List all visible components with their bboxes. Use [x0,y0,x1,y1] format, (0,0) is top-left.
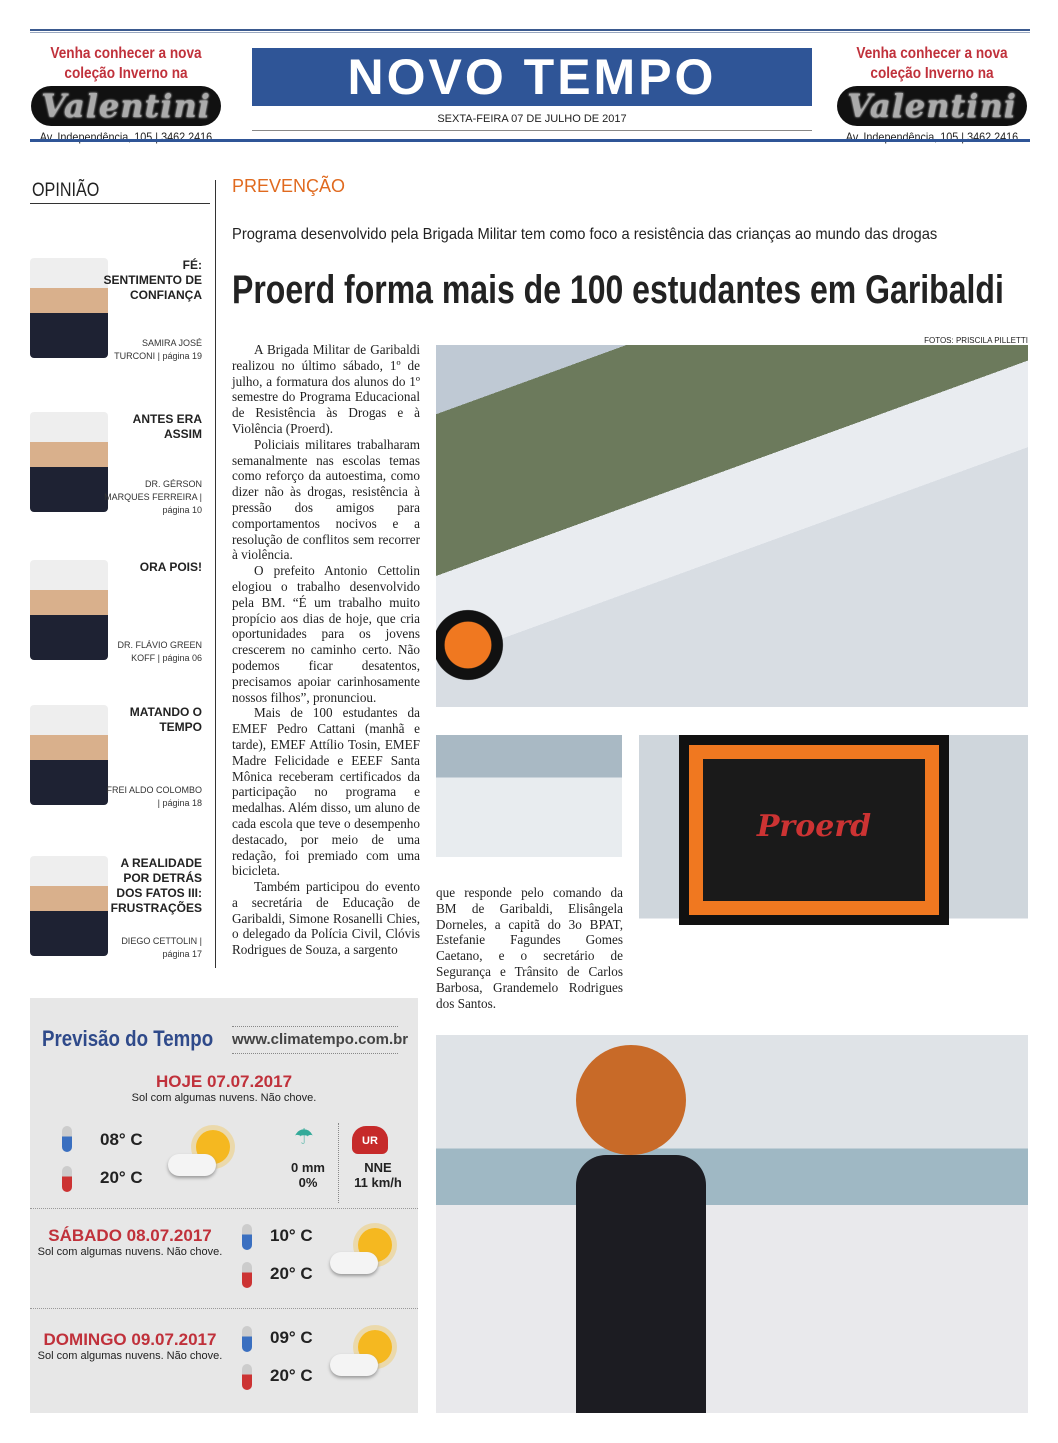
ad-line: coleção Inverno na [870,65,994,82]
opinion-title: ANTES ERA ASSIM [132,412,202,441]
opinion-title: MATANDO O TEMPO [129,705,202,734]
sun-cloud-icon [168,1128,238,1178]
author-photo [30,258,108,358]
photo-stage [639,735,1028,997]
divider [30,1308,418,1309]
opinion-author: DR. FLÁVIO GREEN KOFF | página 06 [117,640,202,663]
day-forecast: DOMINGO 09.07.2017 Sol com algumas nuvens. Não chove. [37,1330,223,1362]
valentini-logo: Valentini [837,86,1027,126]
paragraph: Também participou do evento a secretária de Educação de Garibaldi, Simone Rosanelli Chies, o delegado da Polícia Civil, Clóvis Rodrigues de Souza, a sargento [232,879,420,958]
article-headline: Proerd forma mais de 100 estudantes em Garibaldi [232,268,1004,312]
min-temp: 10° C [270,1226,313,1245]
section-label: PREVENÇÃO [232,176,346,196]
thermometer-cold-icon [242,1326,252,1352]
valentini-logo: Valentini [31,86,221,126]
lion-mascot-body [576,1155,706,1413]
masthead-title: NOVO TEMPO [252,48,812,106]
opinion-author: FREI ALDO COLOMBO | página 18 [106,785,202,808]
sun-cloud-icon [330,1226,400,1276]
paragraph: A Brigada Militar de Garibaldi realizou no último sábado, 1º de julho, a formatura dos alunos do 1º semestre do Programa Educacional de Resistência às Drogas e à Violência (Proerd). [232,342,420,436]
max-temp: 20° C [100,1168,143,1187]
paragraph: O prefeito Antonio Cettolin elogiou o trabalho desenvolvido pela BM. “É um trabalho muito propício aos dias de hoje, que cria oportunidades para os jovens crescerem no caminho certo. Não podemos ficar desatentos, precisamos apoiar carinhosamente nossos filhos”, pronunciou. [232,563,420,705]
day-desc: Sol com algumas nuvens. Não chove. [131,1092,317,1104]
min-temp: 09° C [270,1328,313,1347]
wind: NNE 11 km/h [354,1160,402,1190]
valentini-ad-left[interactable] [28,44,224,144]
thermometer-hot-icon [242,1262,252,1288]
ad-line: Venha conhecer a nova [856,45,1008,62]
article-continuation: que responde pelo comando da BM de Garibaldi, Elisângela Dorneles, a capitã do 3o BPAT, Estefanie Fagundes Gomes Caetano, e o secretário de Segurança e Trânsito de Carlos Barbosa, Grandemelo Rodrigues dos Santos. [436,885,623,1011]
weather-title: Previsão do Tempo [42,1026,214,1051]
humidity-icon: UR [352,1126,388,1154]
weather-box [30,998,418,1413]
valentini-ad-right[interactable] [834,44,1030,144]
column-divider [215,180,216,968]
opinion-item[interactable] [30,412,202,517]
opinion-title: A REALIDADE POR DETRÁS DOS FATOS III: FRUSTRAÇÕES [110,856,202,915]
edition-date: SEXTA-FEIRA 07 DE JULHO DE 2017 [437,113,627,125]
balloon-arch [689,745,939,915]
thermometer-hot-icon [242,1364,252,1390]
article-subtitle: Programa desenvolvido pela Brigada Militar tem como foco a resistência das crianças ao mundo das drogas [232,226,938,243]
photo-students [436,735,622,857]
paragraph: Mais de 100 estudantes da EMEF Pedro Cattani (manhã e tarde), EMEF Attílio Tosin, EMEF Madre Felicidade e EEEF Santa Mônica receberam certificados da participação no programa e medalhas. Além disso, um aluno de cada escola que teve o desempenho destacado, por meio de uma redação, foi premiado com uma bicicleta. [232,705,420,879]
opinion-title: ORA POIS! [139,560,202,574]
max-temp: 20° C [270,1264,313,1283]
opinion-item[interactable] [30,856,202,961]
today-forecast [30,1072,418,1104]
photo-ceremony-crowd [436,345,1028,707]
opinion-title: FÉ: SENTIMENTO DE CONFIANÇA [103,258,202,302]
thermometer-hot-icon [62,1166,72,1192]
sun-cloud-icon [330,1328,400,1378]
divider [30,139,1030,142]
umbrella-rain-icon: ☂ [294,1124,314,1149]
photo-credit: FOTOS: PRISCILA PILLETTI [924,336,1028,345]
divider [30,203,210,204]
weather-url[interactable]: www.climatempo.com.br [232,1026,398,1054]
divider [30,1208,418,1209]
ad-line: coleção Inverno na [64,65,188,82]
author-photo [30,560,108,660]
ad-line: Venha conhecer a nova [50,45,202,62]
ad-address: Av. Independência, 105 | 3462 2416 [39,130,213,144]
opinion-author: SAMIRA JOSÉ TURCONI | página 19 [114,338,202,361]
thermometer-cold-icon [62,1126,72,1152]
min-temp: 08° C [100,1130,143,1149]
thermometer-cold-icon [242,1224,252,1250]
opinion-author: DR. GÉRSON MARQUES FERREIRA | página 10 [104,479,202,515]
ad-address: Av. Independência, 105 | 3462 2416 [845,130,1019,144]
rain: 0 mm 0% [291,1160,325,1190]
divider [252,130,812,131]
balloons [436,605,516,705]
day-forecast: SÁBADO 08.07.2017 Sol com algumas nuvens. Não chove. [37,1226,223,1258]
opinion-item[interactable] [30,560,202,665]
author-photo [30,412,108,512]
opinion-item[interactable] [30,258,202,363]
article-body [232,342,420,958]
lion-mascot-head [576,1045,686,1155]
author-photo [30,856,108,956]
day-label: HOJE 07.07.2017 [155,1072,293,1091]
author-photo [30,705,108,805]
proerd-banner: Proerd [756,809,872,844]
opinion-author: DIEGO CETTOLIN | página 17 [121,936,202,959]
paragraph: Policiais militares trabalharam semanalmente nas escolas temas como reforço da autoestima, como dizer não às drogas, resistência à pressão dos amigos para comportamentos nocivos e a resolução de conflitos sem recorrer à violência. [232,436,420,563]
top-rule [30,29,1030,33]
opinion-heading: OPINIÃO [32,180,100,201]
opinion-item[interactable] [30,705,202,810]
max-temp: 20° C [270,1366,313,1385]
photo-mascot-lion [436,1035,1028,1413]
